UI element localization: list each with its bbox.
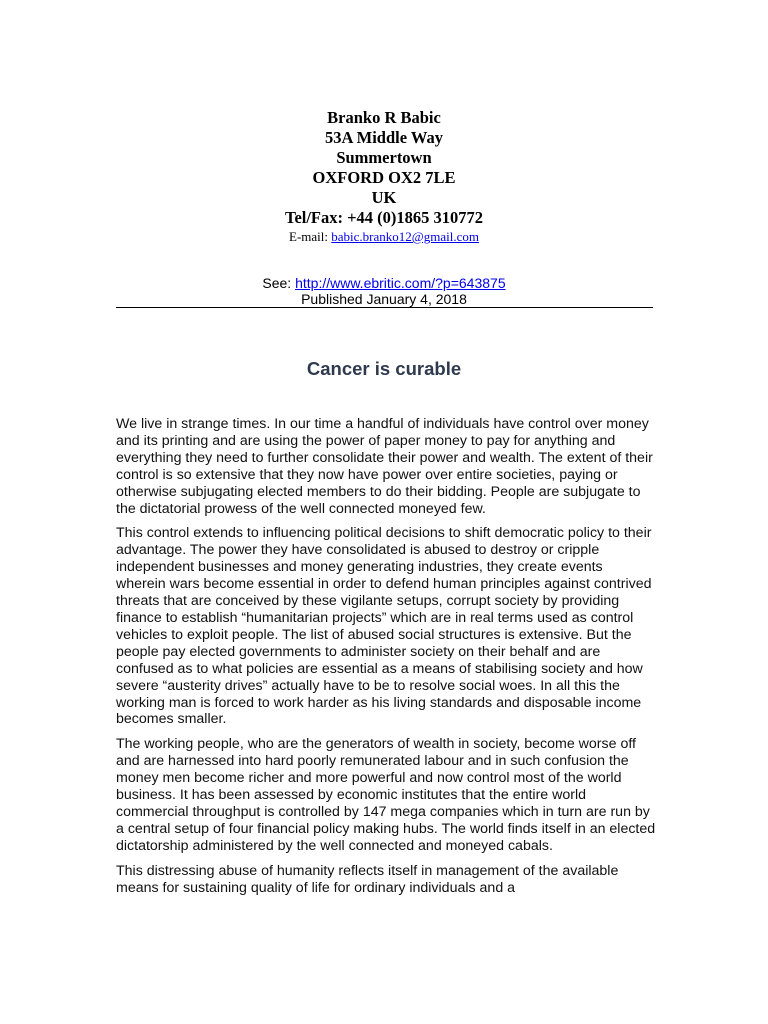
sender-email-line [0, 229, 768, 245]
sender-city: OXFORD OX2 7LE [312, 168, 456, 187]
sender-country: UK [371, 188, 397, 207]
email-label: E-mail: [289, 229, 332, 244]
sender-address-block [0, 108, 768, 245]
source-block [0, 275, 768, 307]
source-line [0, 275, 768, 291]
article-title: Cancer is curable [306, 358, 462, 379]
article-paragraph-3: The working people, who are the generators of wealth in society, become worse off and are harnessed into hard poorly remunerated labour and in such confusion the money men become richer and more powerful and now control most of the world business. It has been assessed by economic institutes that the entire world commercial throughput is controlled by 147 mega companies which in turn are run by a central setup of four financial policy making hubs. The world finds itself in an elected dictatorship administered by the well connected and moneyed cabals. [116, 736, 656, 854]
sender-street: 53A Middle Way [325, 128, 443, 147]
published-date: Published January 4, 2018 [301, 291, 467, 307]
see-label: See: [262, 275, 296, 291]
sender-area: Summertown [336, 148, 432, 167]
article-paragraph-2: This control extends to influencing political decisions to shift democratic policy to their advantage. The power they have consolidated is abused to destroy or cripple independent businesses and money generating industries, they create events wherein wars become essential in order to defend human principles against contrived threats that are conceived by these vigilante setups, corrupt society by providing finance to establish “humanitarian projects” which are in real terms used as control vehicles to exploit people. The list of abused social structures is extensive. But the people pay elected governments to administer society on their behalf and are confused as to what policies are essential as a means of stabilising society and how severe “austerity drives” actually have to be to resolve social woes. In all this the working man is forced to work harder as his living standards and disposable income becomes smaller. [116, 525, 652, 728]
email-link[interactable]: babic.branko12@gmail.com [331, 229, 479, 244]
sender-name: Branko R Babic [327, 108, 441, 127]
article-body [116, 416, 656, 904]
horizontal-divider [116, 307, 653, 308]
sender-telephone: Tel/Fax: +44 (0)1865 310772 [284, 208, 484, 227]
source-url-link[interactable]: http://www.ebritic.com/?p=643875 [295, 275, 506, 291]
article-paragraph-4: This distressing abuse of humanity reflects itself in management of the available means for sustaining quality of life for ordinary individuals and a [116, 862, 619, 896]
article-paragraph-1: We live in strange times. In our time a handful of individuals have control over money and its printing and are using the power of paper money to pay for anything and everything they need to further consolidate their power and wealth. The extent of their control is so extensive that they now have power over entire societies, paying or otherwise subjugating elected members to do their bidding. People are subjugate to the dictatorial prowess of the well connected moneyed few. [116, 416, 653, 517]
